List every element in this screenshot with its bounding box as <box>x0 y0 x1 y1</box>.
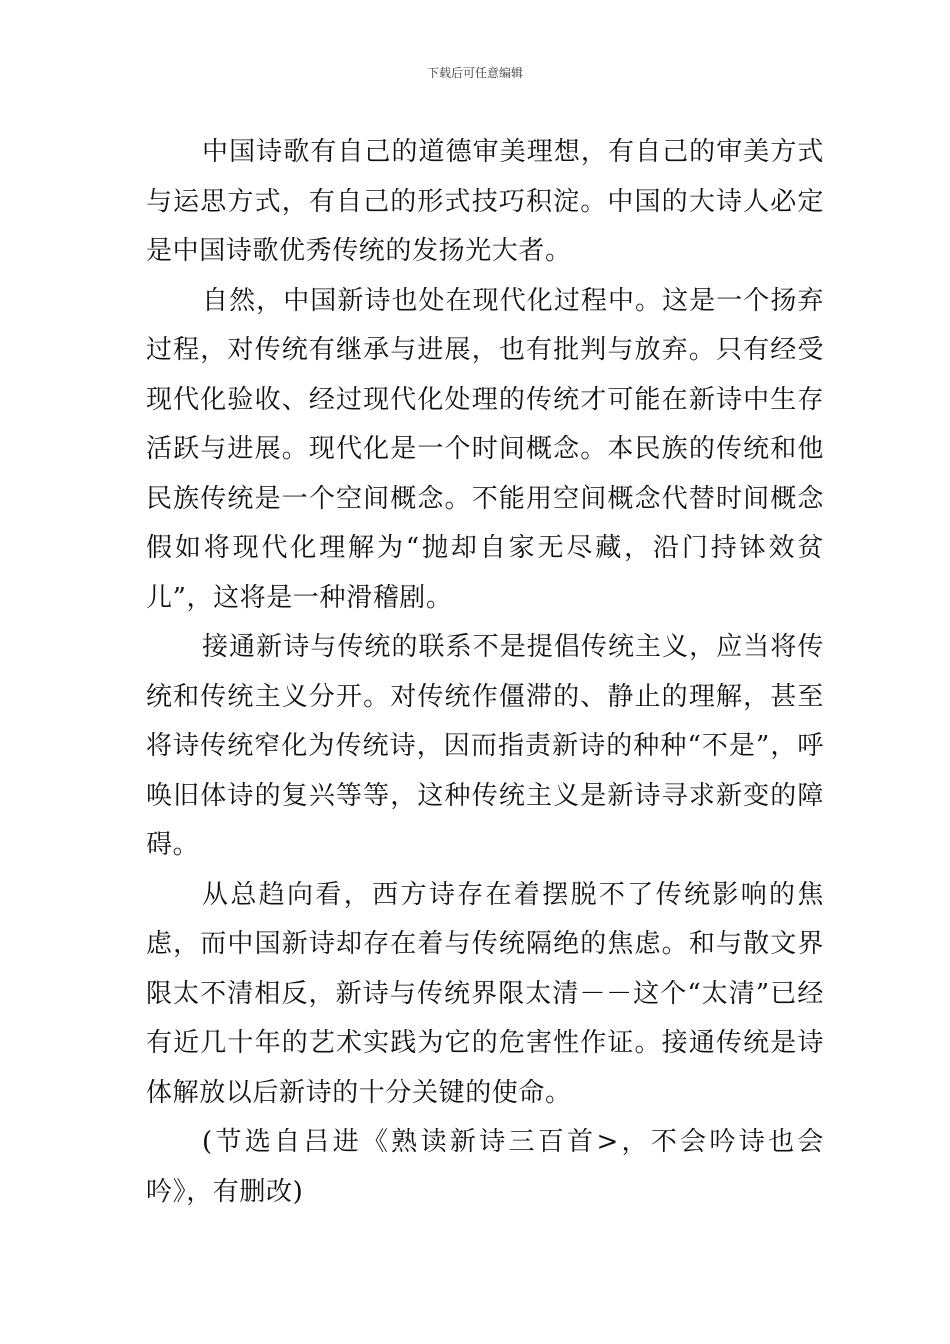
paragraph-3: 接通新诗与传统的联系不是提倡传统主义，应当将传统和传统主义分开。对传统作僵滞的、静止的理解，甚至将诗传统窄化为传统诗，因而指责新诗的种种“不是”，呼唤旧体诗的复兴等等，这种传统主义是新诗寻求新变的障碍。 <box>146 632 824 860</box>
paragraph-1: 中国诗歌有自己的道德审美理想，有自己的审美方式与运思方式，有自己的形式技巧积淀。中国的大诗人必定是中国诗歌优秀传统的发扬光大者。 <box>146 137 824 266</box>
article-body <box>146 128 824 1217</box>
page-header: 下载后可任意编辑 <box>426 66 523 80</box>
source-citation: (节选自吕进《熟读新诗三百首>，不会吟诗也会吟》，有删改) <box>146 1127 824 1207</box>
paragraph-2: 自然，中国新诗也处在现代化过程中。这是一个扬弃过程，对传统有继承与进展，也有批判与放弃。只有经受现代化验收、经过现代化处理的传统才可能在新诗中生存活跃与进展。现代化是一个时间概念。本民族的传统和他民族传统是一个空间概念。不能用空间概念代替时间概念假如将现代化理解为“抛却自家无尽藏，沿门持钵效贫儿”，这将是一种滑稽剧。 <box>146 285 824 613</box>
paragraph-4: 从总趋向看，西方诗存在着摆脱不了传统影响的焦虑，而中国新诗却存在着与传统隔绝的焦虑。和与散文界限太不清相反，新诗与传统界限太清－－这个“太清”已经有近几十年的艺术实践为它的危害性作证。接通传统是诗体解放以后新诗的十分关键的使命。 <box>146 879 824 1108</box>
